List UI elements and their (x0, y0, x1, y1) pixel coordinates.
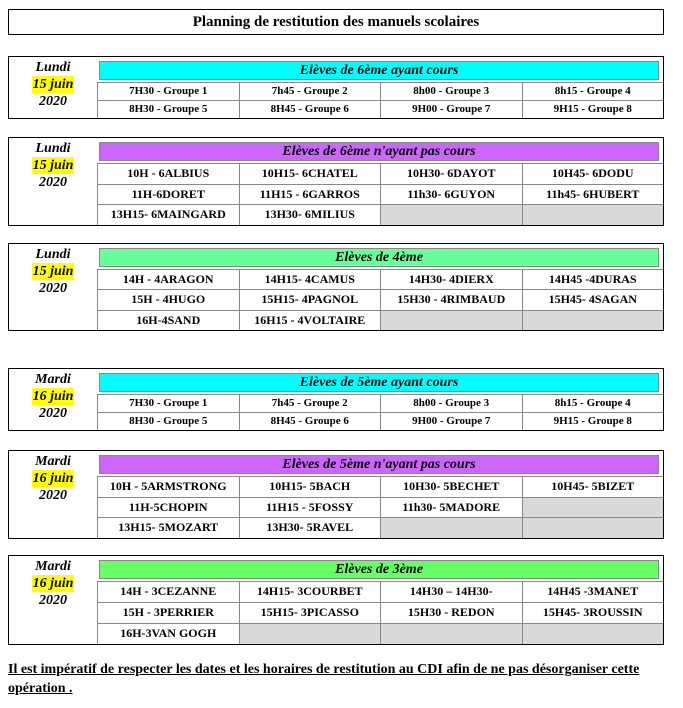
day-name: Mardi (35, 559, 71, 574)
schedule-block (8, 555, 664, 645)
empty-cell (239, 623, 381, 644)
block-header: Elèves de 6ème n'ayant pas cours (99, 142, 659, 161)
day-label (9, 556, 97, 644)
block-header: Elèves de 4ème (99, 248, 659, 267)
slot-cell: 10H45- 5BIZET (522, 476, 664, 497)
schedule-block (8, 243, 664, 331)
empty-cell (522, 497, 664, 518)
slot-cell: 8h15 - Groupe 4 (522, 82, 664, 100)
block-header: Elèves de 5ème ayant cours (99, 373, 659, 392)
slot-cell: 11H15 - 6GARROS (239, 184, 381, 205)
empty-cell (522, 623, 664, 644)
slot-cell: 15H45- 4SAGAN (522, 289, 664, 309)
slot-cell: 14H30- 4DIERX (380, 269, 522, 289)
page-title: Planning de restitution des manuels scolaires (8, 9, 664, 35)
block-header: Elèves de 3ème (99, 560, 659, 579)
day-name: Mardi (35, 454, 71, 469)
slot-cell: 10H45- 6DODU (522, 163, 664, 184)
slot-cell: 7h45 - Groupe 2 (239, 394, 381, 412)
slot-cell: 8h00 - Groupe 3 (380, 394, 522, 412)
slot-cell: 16H-4SAND (97, 310, 239, 330)
slot-cell: 13H30- 5RAVEL (239, 517, 381, 538)
slot-cell: 10H15- 6CHATEL (239, 163, 381, 184)
slot-cell: 9H15 - Groupe 8 (522, 412, 664, 430)
slot-cell: 8H45 - Groupe 6 (239, 412, 381, 430)
slot-cell: 10H15- 5BACH (239, 476, 381, 497)
slot-cell: 11H15 - 5FOSSY (239, 497, 381, 518)
slot-cell: 9H00 - Groupe 7 (380, 100, 522, 118)
day-name: Lundi (35, 247, 71, 262)
day-date: 15 juin (32, 264, 74, 279)
block-header: Elèves de 6ème ayant cours (99, 61, 659, 80)
slot-cell: 14H30 – 14H30- (380, 581, 522, 602)
day-year: 2020 (39, 94, 67, 109)
slot-cell: 9H00 - Groupe 7 (380, 412, 522, 430)
slot-grid (97, 82, 663, 118)
day-date: 16 juin (32, 471, 74, 486)
slot-cell: 15H - 4HUGO (97, 289, 239, 309)
slot-cell: 11h45- 6HUBERT (522, 184, 664, 205)
day-date: 15 juin (32, 77, 74, 92)
slot-cell: 14H - 4ARAGON (97, 269, 239, 289)
day-date: 15 juin (32, 158, 74, 173)
slot-cell: 9H15 - Groupe 8 (522, 100, 664, 118)
day-label (9, 451, 97, 538)
day-label (9, 369, 97, 430)
slot-cell: 14H45 -4DURAS (522, 269, 664, 289)
slot-cell: 13H15- 5MOZART (97, 517, 239, 538)
slot-cell: 16H15 - 4VOLTAIRE (239, 310, 381, 330)
slot-cell: 14H15- 3COURBET (239, 581, 381, 602)
day-label (9, 138, 97, 225)
empty-cell (522, 310, 664, 330)
slot-cell: 15H30 - REDON (380, 602, 522, 623)
day-date: 16 juin (32, 389, 74, 404)
slot-cell: 14H - 3CEZANNE (97, 581, 239, 602)
slot-cell: 13H15- 6MAINGARD (97, 204, 239, 225)
schedule-block (8, 450, 664, 539)
slot-cell: 8H30 - Groupe 5 (97, 412, 239, 430)
slot-cell: 15H15- 3PICASSO (239, 602, 381, 623)
empty-cell (522, 204, 664, 225)
slot-cell: 11H-6DORET (97, 184, 239, 205)
slot-grid (97, 163, 663, 225)
slot-cell: 14H45 -3MANET (522, 581, 664, 602)
slot-cell: 10H - 5ARMSTRONG (97, 476, 239, 497)
day-year: 2020 (39, 281, 67, 296)
day-name: Lundi (35, 141, 71, 156)
slot-cell: 14H15- 4CAMUS (239, 269, 381, 289)
slot-cell: 13H30- 6MILIUS (239, 204, 381, 225)
day-year: 2020 (39, 593, 67, 608)
empty-cell (522, 517, 664, 538)
slot-cell: 11H-5CHOPIN (97, 497, 239, 518)
slot-grid (97, 394, 663, 430)
slot-grid (97, 581, 663, 644)
slot-cell: 15H - 3PERRIER (97, 602, 239, 623)
slot-cell: 8H45 - Groupe 6 (239, 100, 381, 118)
slot-cell: 10H - 6ALBIUS (97, 163, 239, 184)
slot-grid (97, 476, 663, 538)
slot-cell: 7h45 - Groupe 2 (239, 82, 381, 100)
schedule-block (8, 368, 664, 431)
slot-cell: 7H30 - Groupe 1 (97, 394, 239, 412)
day-name: Mardi (35, 372, 71, 387)
slot-cell: 15H45- 3ROUSSIN (522, 602, 664, 623)
empty-cell (380, 623, 522, 644)
slot-cell: 11h30- 5MADORE (380, 497, 522, 518)
block-header: Elèves de 5ème n'ayant pas cours (99, 455, 659, 474)
slot-grid (97, 269, 663, 330)
slot-cell: 10H30- 6DAYOT (380, 163, 522, 184)
slot-cell: 11h30- 6GUYON (380, 184, 522, 205)
slot-cell: 8h15 - Groupe 4 (522, 394, 664, 412)
day-year: 2020 (39, 406, 67, 421)
slot-cell: 10H30- 5BECHET (380, 476, 522, 497)
slot-cell: 15H15- 4PAGNOL (239, 289, 381, 309)
schedule-block (8, 137, 664, 226)
slot-cell: 15H30 - 4RIMBAUD (380, 289, 522, 309)
empty-cell (380, 517, 522, 538)
slot-cell: 8h00 - Groupe 3 (380, 82, 522, 100)
day-name: Lundi (35, 60, 71, 75)
empty-cell (380, 204, 522, 225)
day-label (9, 57, 97, 118)
footer-note: Il est impératif de respecter les dates et les horaires de restitution au CDI afin de ne pas désorganiser cette opération . (8, 662, 640, 696)
slot-cell: 8H30 - Groupe 5 (97, 100, 239, 118)
slot-cell: 16H-3VAN GOGH (97, 623, 239, 644)
day-year: 2020 (39, 175, 67, 190)
day-label (9, 244, 97, 330)
schedule-block (8, 56, 664, 119)
empty-cell (380, 310, 522, 330)
day-year: 2020 (39, 488, 67, 503)
slot-cell: 7H30 - Groupe 1 (97, 82, 239, 100)
day-date: 16 juin (32, 576, 74, 591)
